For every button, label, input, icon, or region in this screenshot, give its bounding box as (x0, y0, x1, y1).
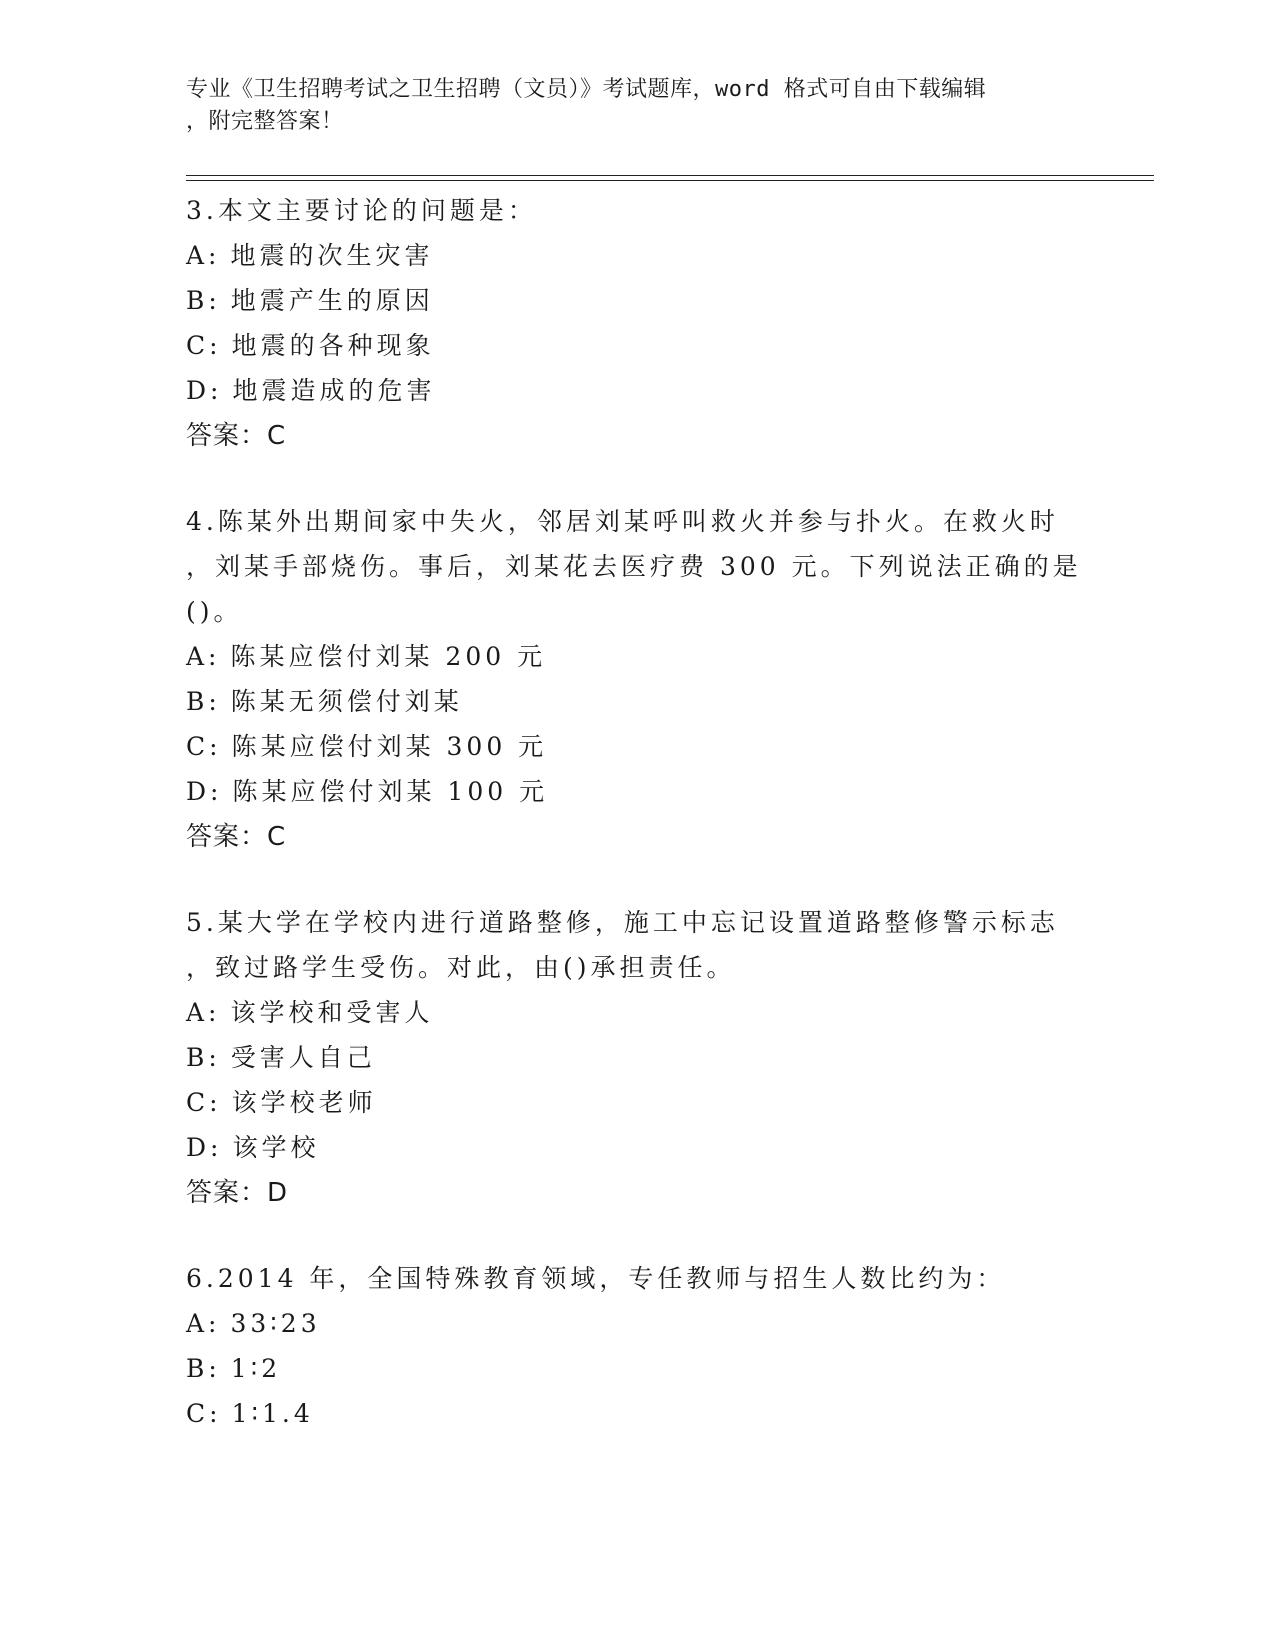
answer-option (186, 233, 1086, 278)
option-text: 地震产生的原因 (230, 286, 434, 315)
question-block (186, 1256, 1086, 1436)
option-text: 陈某应偿付刘某 300 元 (231, 732, 548, 761)
question-text: ()。 (186, 597, 243, 626)
option-key: C: (186, 1399, 222, 1428)
question-list (186, 188, 1086, 1476)
answer-option (186, 1125, 1086, 1170)
header-divider-top (186, 175, 1154, 176)
question-text: 5.某大学在学校内进行道路整修，施工中忘记设置道路整修警示标志 (186, 908, 1059, 937)
option-text: 33∶23 (230, 1309, 321, 1338)
option-key: A: (186, 998, 221, 1027)
option-key: B: (186, 1043, 221, 1072)
answer-option (186, 990, 1086, 1035)
header-line-1: 专业《卫生招聘考试之卫生招聘（文员）》考试题库，word 格式可自由下载编辑 (186, 77, 987, 102)
answer-label: 答案：C (186, 822, 287, 852)
option-key: C: (186, 732, 222, 761)
option-text: 该学校 (232, 1133, 320, 1162)
option-text: 该学校和受害人 (230, 998, 434, 1027)
answer-label: 答案：C (186, 421, 287, 451)
answer-option (186, 1035, 1086, 1080)
answer-option (186, 323, 1086, 368)
option-text: 地震的各种现象 (231, 331, 435, 360)
answer-option (186, 368, 1086, 413)
answer-option (186, 769, 1086, 814)
answer-option (186, 679, 1086, 724)
question-text: 4.陈某外出期间家中失火，邻居刘某呼叫救火并参与扑火。在救火时 (186, 507, 1059, 536)
answer-label: 答案：D (186, 1178, 289, 1208)
question-block (186, 188, 1086, 459)
answer-option (186, 278, 1086, 323)
option-text: 该学校老师 (231, 1088, 377, 1117)
question-block (186, 900, 1086, 1216)
option-text: 地震造成的危害 (232, 376, 436, 405)
option-text: 1∶2 (230, 1354, 282, 1383)
option-key: A: (186, 241, 221, 270)
question-text: ，致过路学生受伤。对此，由()承担责任。 (186, 953, 736, 982)
option-key: D: (186, 777, 223, 806)
answer-option (186, 1346, 1086, 1391)
document-header (186, 74, 1066, 138)
answer-option (186, 1391, 1086, 1436)
question-block (186, 499, 1086, 860)
header-line-2: ，附完整答案！ (186, 109, 344, 134)
option-key: B: (186, 1354, 221, 1383)
option-text: 1∶1.4 (231, 1399, 314, 1428)
option-key: D: (186, 376, 223, 405)
option-key: C: (186, 1088, 222, 1117)
question-text: 3.本文主要讨论的问题是： (186, 196, 537, 225)
option-text: 受害人自己 (230, 1043, 376, 1072)
answer-option (186, 724, 1086, 769)
question-text: 6.2014 年，全国特殊教育领域，专任教师与招生人数比约为： (186, 1264, 1006, 1293)
option-text: 陈某应偿付刘某 200 元 (230, 642, 547, 671)
question-text: ，刘某手部烧伤。事后，刘某花去医疗费 300 元。下列说法正确的是 (186, 552, 1082, 581)
answer-option (186, 1080, 1086, 1125)
option-key: A: (186, 1309, 221, 1338)
option-key: D: (186, 1133, 223, 1162)
option-key: B: (186, 286, 221, 315)
option-key: B: (186, 687, 221, 716)
option-text: 陈某无须偿付刘某 (230, 687, 463, 716)
option-text: 地震的次生灾害 (230, 241, 434, 270)
answer-option (186, 1301, 1086, 1346)
header-divider-bottom (186, 180, 1154, 181)
option-key: A: (186, 642, 221, 671)
option-text: 陈某应偿付刘某 100 元 (232, 777, 549, 806)
answer-option (186, 634, 1086, 679)
option-key: C: (186, 331, 222, 360)
